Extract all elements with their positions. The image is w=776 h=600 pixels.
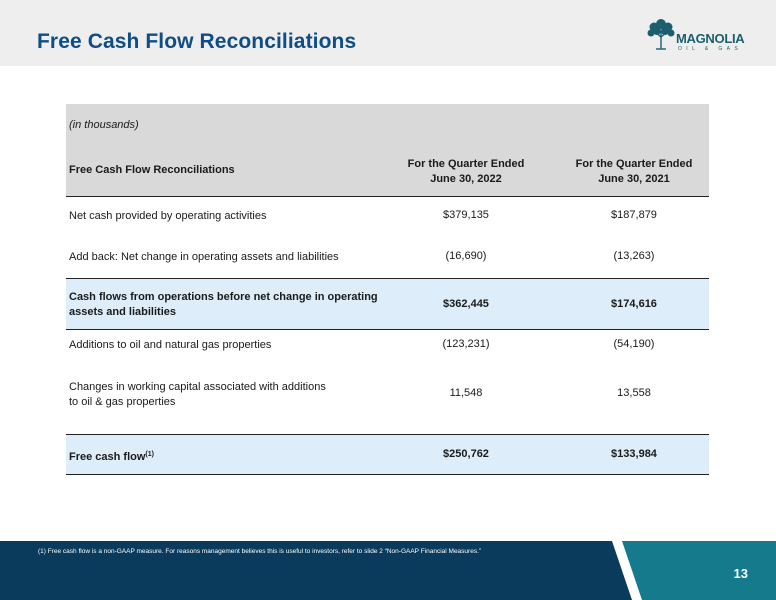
row-value-2022: (123,231) <box>442 338 490 350</box>
row-value-2021: $187,879 <box>611 209 657 221</box>
page-title: Free Cash Flow Reconciliations <box>37 30 357 53</box>
magnolia-tree-icon <box>646 17 676 51</box>
column-header-2022-line2: June 30, 2022 <box>430 173 502 185</box>
column-header-2021 <box>549 157 719 187</box>
row-label-line2: assets and liabilities <box>69 306 176 318</box>
table-header <box>66 104 709 197</box>
free-cash-flow-table <box>66 104 709 475</box>
table-row <box>66 197 709 237</box>
table-row <box>66 237 709 278</box>
table-row-subtotal <box>66 278 709 330</box>
row-label: Add back: Net change in operating assets and liabilities <box>69 251 339 263</box>
row-value-2021: (13,263) <box>613 250 655 262</box>
row-value-2021: (54,190) <box>613 338 655 350</box>
row-label: Additions to oil and natural gas properties <box>69 339 272 351</box>
slide-header <box>0 0 776 66</box>
row-value-2021: 13,558 <box>617 387 651 399</box>
row-label <box>69 380 326 410</box>
row-value-2022: (16,690) <box>445 250 487 262</box>
row-label-line1: Changes in working capital associated with additions <box>69 381 326 393</box>
column-header-2022-line1: For the Quarter Ended <box>407 158 525 170</box>
logo-name: MAGNOLIA <box>676 31 745 46</box>
table-row <box>66 330 709 366</box>
footnote-marker: (1) <box>145 451 154 458</box>
row-label <box>69 290 378 320</box>
table-row-total <box>66 434 709 475</box>
row-value-2022: $362,445 <box>443 298 489 310</box>
row-value-2022: $379,135 <box>443 209 489 221</box>
column-header-2022 <box>381 157 551 187</box>
column-header-2021-line1: For the Quarter Ended <box>575 158 693 170</box>
row-value-2022: $250,762 <box>443 448 489 460</box>
table-row <box>66 366 709 434</box>
row-label-text: Free cash flow <box>69 451 146 463</box>
footnote: (1) Free cash flow is a non-GAAP measure. For reasons management believes this is useful to investors, refer to slide 2 “Non-GAAP Financial Measures.” <box>38 548 482 555</box>
label-column-header: Free Cash Flow Reconciliations <box>69 164 235 176</box>
units-note: (in thousands) <box>69 119 139 131</box>
row-label <box>69 447 154 465</box>
row-value-2021: $133,984 <box>611 448 657 460</box>
row-label: Net cash provided by operating activities <box>69 210 267 222</box>
row-label-line1: Cash flows from operations before net change in operating <box>69 291 378 303</box>
column-header-2021-line2: June 30, 2021 <box>598 173 670 185</box>
company-logo <box>646 17 756 57</box>
slide-footer <box>0 541 776 600</box>
row-value-2021: $174,616 <box>611 298 657 310</box>
row-value-2022: 11,548 <box>449 387 483 399</box>
page-number: 13 <box>733 566 748 581</box>
logo-subtitle: OIL & GAS <box>678 46 743 52</box>
row-label-line2: to oil & gas properties <box>69 396 176 408</box>
